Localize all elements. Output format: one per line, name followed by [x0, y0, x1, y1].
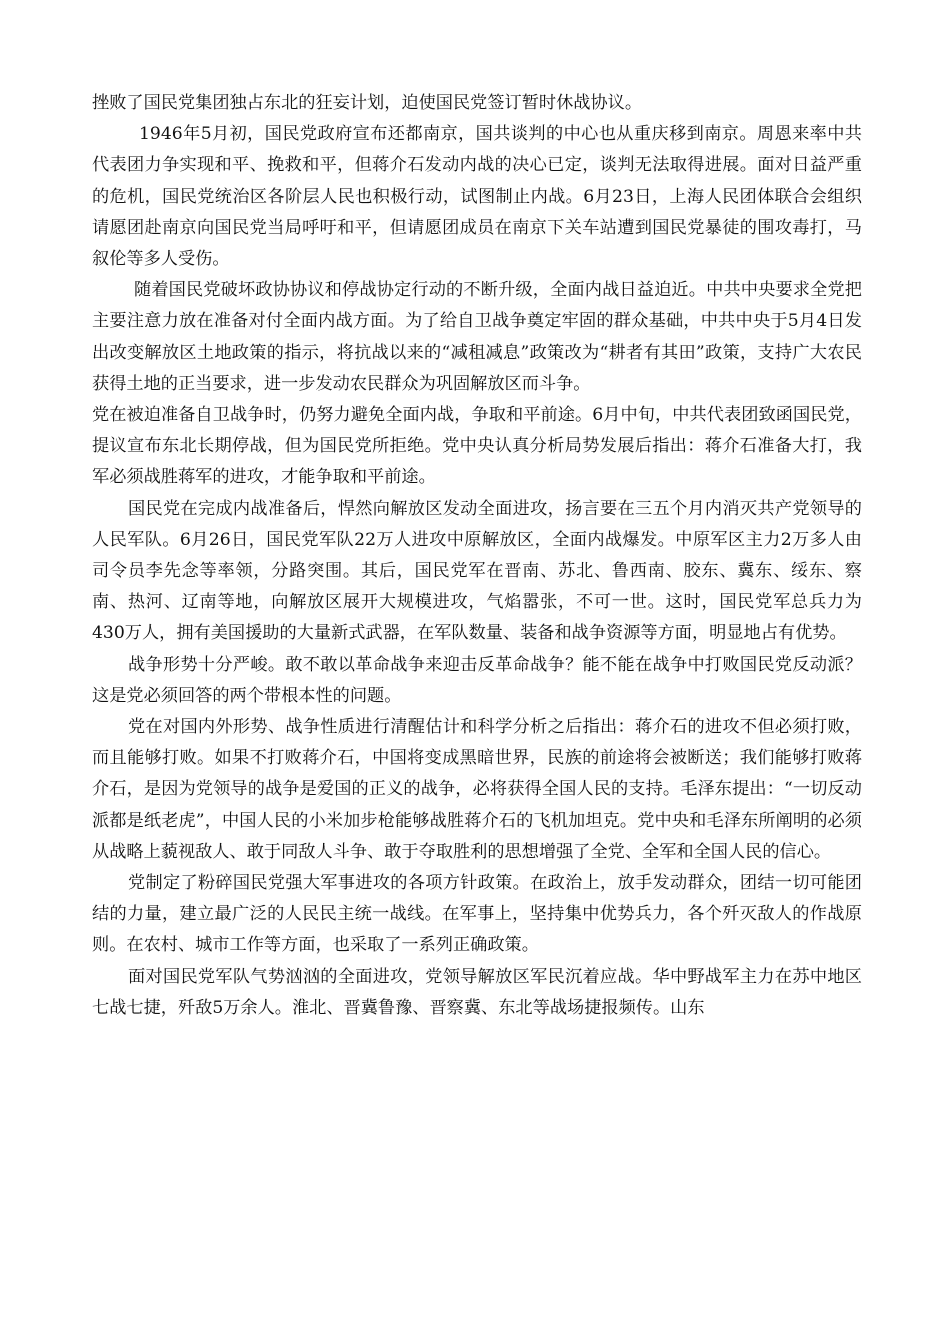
paragraph-3: 随着国民党破坏政协协议和停战协定行动的不断升级，全面内战日益迫近。中共中央要求全党把主要注意力放在准备对付全面内战方面。为了给自卫战争奠定牢固的群众基础，中共中央于5月4日发出改变解放区土地政策的指示，将抗战以来的“减租减息”政策改为“耕者有其田”政策，支持广大农民获得土地的正当要求，进一步发动农民群众为巩固解放区而斗争。: [92, 280, 862, 394]
paragraph-9: 面对国民党军队气势汹汹的全面进攻，党领导解放区军民沉着应战。华中野战军主力在苏中地区七战七捷，歼敌5万余人。淮北、晋冀鲁豫、晋察冀、东北等战场捷报频传。山东: [92, 966, 862, 1018]
paragraph-7: 党在对国内外形势、战争性质进行清醒估计和科学分析之后指出：蒋介石的进攻不但必须打败，而且能够打败。如果不打败蒋介石，中国将变成黑暗世界，民族的前途将会被断送；我们能够打败蒋介石，是因为党领导的战争是爱国的正义的战争，必将获得全国人民的支持。毛泽东提出：“一切反动派都是纸老虎”，中国人民的小米加步枪能够战胜蒋介石的飞机加坦克。党中央和毛泽东所阐明的必须从战略上藐视敌人、敢于同敌人斗争、敢于夺取胜利的思想增强了全党、全军和全国人民的信心。: [92, 717, 862, 862]
paragraph-8: 党制定了粉碎国民党强大军事进攻的各项方针政策。在政治上，放手发动群众，团结一切可能团结的力量，建立最广泛的人民民主统一战线。在军事上，坚持集中优势兵力，各个歼灭敌人的作战原则。在农村、城市工作等方面，也采取了一系列正确政策。: [92, 873, 862, 956]
paragraph-4: 党在被迫准备自卫战争时，仍努力避免全面内战，争取和平前途。6月中旬，中共代表团致函国民党，提议宣布东北长期停战，但为国民党所拒绝。党中央认真分析局势发展后指出：蒋介石准备大打，我军必须战胜蒋军的进攻，才能争取和平前途。: [92, 405, 862, 488]
paragraph-5: 国民党在完成内战准备后，悍然向解放区发动全面进攻，扬言要在三五个月内消灭共产党领导的人民军队。6月26日，国民党军队22万人进攻中原解放区，全面内战爆发。中原军区主力2万多人由司令员李先念等率领，分路突围。其后，国民党军在晋南、苏北、鲁西南、胶东、冀东、绥东、察南、热河、辽南等地，向解放区展开大规模进攻，气焰嚣张，不可一世。这时，国民党军总兵力为430万人，拥有美国援助的大量新式武器，在军队数量、装备和战争资源等方面，明显地占有优势。: [92, 498, 862, 644]
paragraph-1: 挫败了国民党集团独占东北的狂妄计划，迫使国民党签订暂时休战协议。: [92, 93, 643, 113]
document-page: [92, 88, 862, 1024]
paragraph-2: 1946年5月初，国民党政府宣布还都南京，国共谈判的中心也从重庆移到南京。周恩来率中共代表团力争实现和平、挽救和平，但蒋介石发动内战的决心已定，谈判无法取得进展。面对日益严重的危机，国民党统治区各阶层人民也积极行动，试图制止内战。6月23日，上海人民团体联合会组织请愿团赴南京向国民党当局呼吁和平，但请愿团成员在南京下关车站遭到国民党暴徒的围攻毒打，马叙伦等多人受伤。: [92, 124, 862, 270]
paragraph-6: 战争形势十分严峻。敢不敢以革命战争来迎击反革命战争？能不能在战争中打败国民党反动派？这是党必须回答的两个带根本性的问题。: [92, 654, 862, 706]
